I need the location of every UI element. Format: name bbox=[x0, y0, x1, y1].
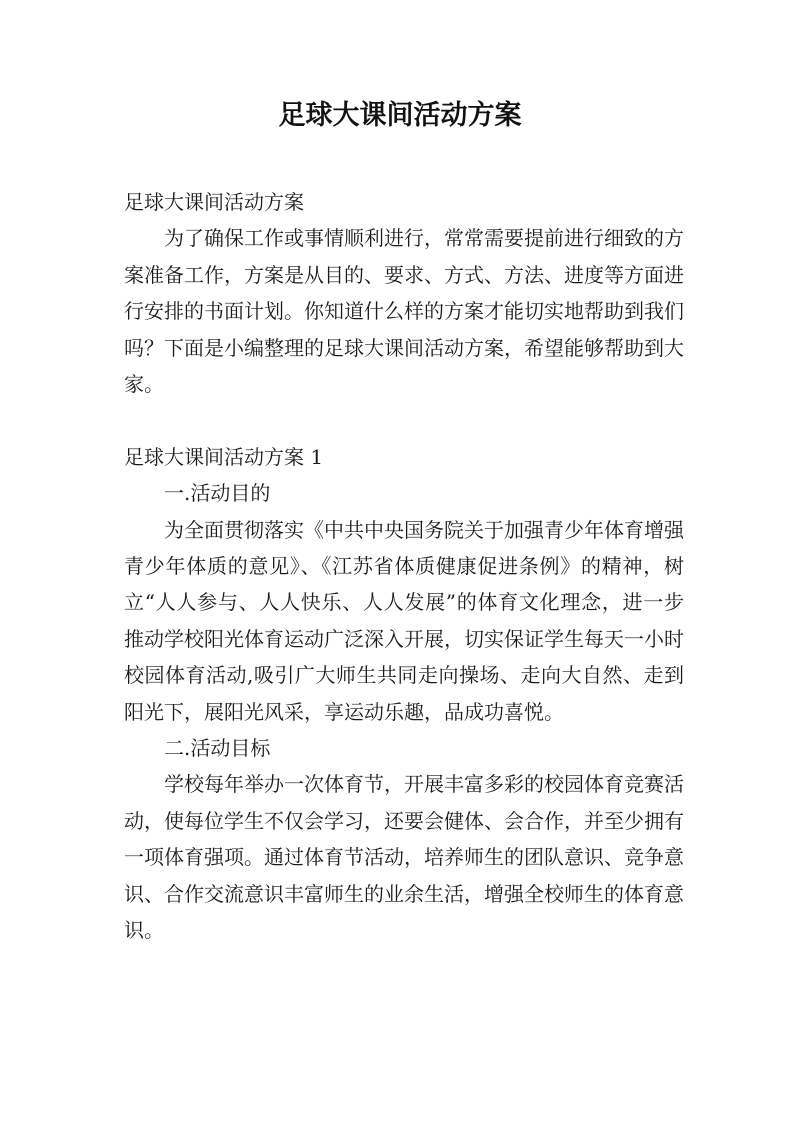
purpose-paragraph: 为全面贯彻落实《中共中央国务院关于加强青少年体育增强青少年体质的意见》、《江苏省体质健康促进条例》的精神，树立“人人参与、人人快乐、人人发展”的体育文化理念，进一步推动学校阳光体育运动广泛深入开展，切实保证学生每天一小时校园体育活动,吸引广大师生共同走向操场、走向大自然、走到阳光下，展阳光风采，享运动乐趣，品成功喜悦。 bbox=[124, 517, 684, 724]
goals-paragraph: 学校每年举办一次体育节，开展丰富多彩的校园体育竞赛活动，使每位学生不仅会学习，还要会健体、会合作，并至少拥有一项体育强项。通过体育节活动，培养师生的团队意识、竞争意识、合作交流意识丰富师生的业余生活，增强全校师生的体育意识。 bbox=[124, 772, 684, 943]
document-body bbox=[124, 184, 684, 949]
intro-paragraph: 为了确保工作或事情顺利进行，常常需要提前进行细致的方案准备工作，方案是从目的、要求、方式、方法、进度等方面进行安排的书面计划。你知道什么样的方案才能切实地帮助到我们吗？下面是小编整理的足球大课间活动方案，希望能够帮助到大家。 bbox=[124, 226, 684, 397]
section-heading-goals: 二.活动目标 bbox=[164, 736, 271, 761]
document-subtitle: 足球大课间活动方案 bbox=[124, 190, 304, 214]
paragraph-spacer bbox=[124, 402, 684, 438]
section-title: 足球大课间活动方案 1 bbox=[124, 444, 324, 469]
section-heading-purpose: 一.活动目的 bbox=[164, 481, 271, 506]
document-title: 足球大课间活动方案 bbox=[278, 100, 522, 131]
